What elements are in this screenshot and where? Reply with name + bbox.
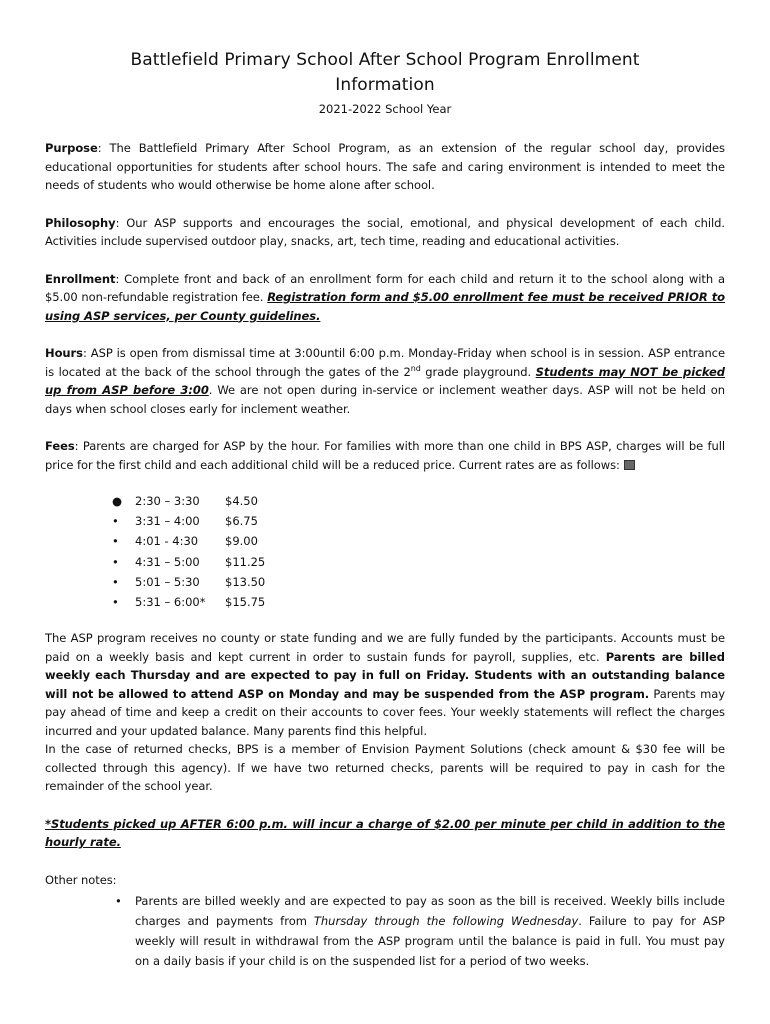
late-pickup-text: *Students picked up AFTER 6:00 p.m. will incur a charge of $2.00 per minute per child in addition to the hourly rate. [45, 816, 725, 850]
philosophy-text: : Our ASP supports and encourages the social, emotional, and physical development of each child. Activities include supervised outdoor play, snacks, art, tech time, reading and educational activities. [45, 215, 725, 248]
note-text-a: Parents are billed weekly and are expected to pay as soon as the bill is received. Weekly bills include charges and payments from [135, 894, 725, 929]
bullet: • [115, 894, 122, 909]
returned-checks-section: In the case of returned checks, BPS is a member of Envision Payment Solutions (check amount & $30 fee will be collected through this agency). If we have two returned checks, parents will be required to pay in cash for the remainder of the school year. [45, 742, 725, 794]
title-line-2: Information [335, 75, 435, 95]
fees-text: : Parents are charged for ASP by the hour. For families with more than one child in BPS ASP, charges will be full price for the first child and each additional child will be a reduced price. Current rates are as follows: [45, 439, 725, 472]
rate-item [112, 572, 770, 592]
purpose-section [45, 139, 725, 195]
hours-label: Hours [45, 346, 83, 360]
rate-time: 2:30 – 3:30 [135, 494, 200, 508]
hours-section [45, 344, 725, 418]
hours-text-a: : ASP is open from dismissal time at 3:00until 6:00 p.m. Monday-Friday when school is in session. ASP entrance is located at the back of the school through the gates of the 2 [45, 346, 725, 379]
philosophy-label: Philosophy [45, 215, 116, 230]
rate-time: 5:31 – 6:00* [135, 595, 206, 610]
rate-item [112, 531, 770, 551]
bullet: • [112, 595, 119, 610]
hours-superscript: nd [410, 363, 421, 373]
rate-price: $4.50 [225, 494, 258, 508]
bullet: • [112, 554, 119, 569]
funding-text-a: The ASP program receives no county or state funding and we are fully funded by the participants. Accounts must be paid on a weekly basis and kept current in order to sustain funds for payroll, supplies, etc. [45, 631, 725, 664]
document-page [45, 48, 725, 971]
bullet: • [112, 534, 119, 549]
rate-item [112, 491, 770, 511]
fees-section [45, 437, 725, 474]
document-title [45, 48, 725, 98]
title-line-1: Battlefield Primary School After School Program Enrollment [130, 50, 640, 70]
rate-price: $13.50 [225, 574, 266, 589]
funding-bold: Parents are billed weekly each Thursday and are expected to pay in full on Friday. Students with an outstanding balance will not be allowed to attend ASP on Monday and may be suspended from the ASP program. [45, 649, 725, 701]
enrollment-emphasis: Registration form and $5.00 enrollment fee must be received PRIOR to using ASP services, per County guidelines. [45, 290, 726, 323]
school-year: 2021-2022 School Year [318, 102, 452, 116]
rates-list [112, 491, 770, 612]
late-pickup-section [45, 815, 725, 852]
rate-time: 4:31 – 5:00 [135, 554, 200, 569]
funding-text-b: Parents may pay ahead of time and keep a credit on their accounts to cover fees. Your weekly statements will reflect the charges incurred and your updated balance. Many parents find this helpful. [45, 686, 725, 738]
rate-price: $15.75 [225, 595, 266, 610]
bullet: • [112, 574, 119, 589]
rate-price: $6.75 [225, 514, 258, 529]
hours-text-b: grade playground. [420, 364, 536, 379]
note-italic: Thursday through the following Wednesday [313, 914, 579, 929]
other-notes-heading: Other notes: [45, 872, 117, 887]
purpose-text: : The Battlefield Primary After School Program, as an extension of the regular school day, provides educational opportunities for students after school hours. The safe and caring environment is intended to meet the needs of students who would otherwise be home alone after school. [45, 141, 725, 192]
rate-price: $9.00 [225, 534, 258, 549]
enrollment-text: : Complete front and back of an enrollment form for each child and return it to the school along with a $5.00 non-refundable registration fee. [45, 271, 725, 304]
purpose-label: Purpose [45, 141, 98, 155]
rate-item [112, 592, 770, 612]
fees-label: Fees [45, 439, 75, 453]
list-item [45, 891, 725, 971]
philosophy-section [45, 214, 725, 251]
rate-time: 3:31 – 4:00 [135, 514, 200, 529]
bullet: ● [112, 494, 123, 508]
hours-emphasis: Students may NOT be picked up from ASP before 3:00 [45, 364, 725, 397]
funding-section [45, 629, 725, 740]
note-text-b: . Failure to pay for ASP weekly will result in withdrawal from the ASP program until the balance is paid in full. You must pay on a daily basis if your child is on the suspended list for a period of two weeks. [135, 914, 725, 969]
note-text [135, 891, 725, 971]
document-icon [624, 460, 635, 470]
enrollment-section [45, 270, 725, 326]
other-notes-list [45, 891, 725, 971]
rate-item [112, 552, 770, 572]
bullet: • [112, 514, 119, 529]
enrollment-label: Enrollment [45, 271, 116, 286]
rate-time: 5:01 – 5:30 [135, 574, 200, 589]
rate-time: 4:01 - 4:30 [135, 534, 199, 549]
rate-item [112, 511, 770, 531]
hours-text-c: . We are not open during in-service or inclement weather days. ASP will not be held on days when school closes early for inclement weather. [45, 383, 725, 416]
rate-price: $11.25 [225, 554, 266, 569]
